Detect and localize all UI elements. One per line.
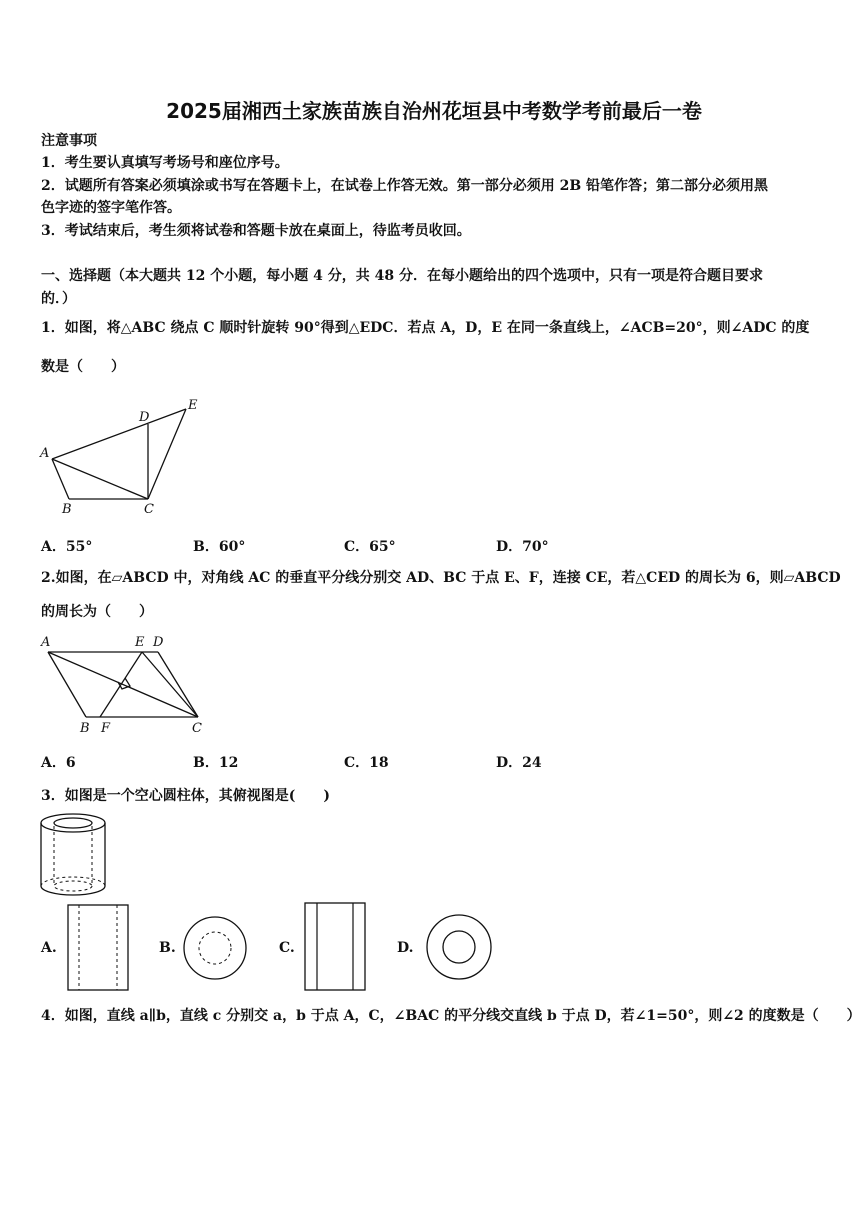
q2-option-d: D．24 — [496, 755, 542, 771]
question-1-figure — [38, 395, 208, 520]
notice-item-2-cont: 色字迹的签字笔作答。 — [41, 200, 181, 216]
q2-label-D: D — [153, 635, 164, 650]
q2-label-B: B — [80, 721, 90, 736]
q1-option-d: D．70° — [496, 539, 549, 555]
q2-label-C: C — [192, 721, 202, 736]
q1-label-B: B — [62, 502, 72, 517]
section-heading: 一、选择题（本大题共 12 个小题，每小题 4 分，共 48 分．在每小题给出的四个选项中，只有一项是符合题目要求 — [41, 268, 763, 284]
hollow-cylinder-figure — [38, 812, 110, 898]
q2-label-E: E — [135, 635, 145, 650]
page-title: 2025届湘西土家族苗族自治州花垣县中考数学考前最后一卷 — [166, 99, 702, 123]
q3-option-d-figure — [425, 913, 493, 981]
q3-option-b-label: B. — [159, 940, 176, 956]
q2-option-a: A．6 — [41, 755, 76, 771]
notice-item-3: 3．考试结束后，考生须将试卷和答题卡放在桌面上，待监考员收回。 — [41, 223, 471, 239]
q1-option-c: C．65° — [344, 539, 396, 555]
q3-option-d-label: D. — [397, 940, 414, 956]
q2-label-A: A — [41, 635, 51, 650]
question-2-text: 2.如图，在▱ABCD 中，对角线 AC 的垂直平分线分别交 AD、BC 于点 E、F，连接 CE，若△CED 的周长为 6，则▱ABCD — [41, 570, 841, 586]
question-1-text-cont: 数是（ ） — [41, 359, 125, 375]
q3-option-c-label: C. — [279, 940, 295, 956]
q1-label-E: E — [188, 398, 198, 413]
q2-option-b: B．12 — [193, 755, 239, 771]
q3-option-a-label: A. — [41, 940, 57, 956]
q3-option-c-figure — [304, 902, 366, 991]
question-2-text-cont: 的周长为（ ） — [41, 604, 153, 620]
notice-item-1: 1．考生要认真填写考场号和座位序号。 — [41, 155, 289, 171]
question-1-text: 1．如图，将△ABC 绕点 C 顺时针旋转 90°得到△EDC．若点 A，D，E 在同一条直线上，∠ACB=20°，则∠ADC 的度 — [41, 320, 810, 336]
q3-option-a-figure — [67, 904, 129, 991]
q2-label-F: F — [101, 721, 111, 736]
question-4-text: 4．如图，直线 a∥b，直线 c 分别交 a，b 于点 A，C，∠BAC 的平分线交直线 b 于点 D，若∠1=50°，则∠2 的度数是（ ） — [41, 1008, 861, 1024]
q3-option-b-figure — [182, 915, 248, 981]
q1-option-b: B．60° — [193, 539, 246, 555]
question-2-figure — [38, 632, 213, 737]
notice-item-2: 2．试题所有答案必须填涂或书写在答题卡上，在试卷上作答无效。第一部分必须用 2B 铅笔作答；第二部分必须用黑 — [41, 178, 769, 194]
q1-label-C: C — [144, 502, 154, 517]
q1-label-D: D — [139, 410, 150, 425]
q2-option-c: C．18 — [344, 755, 389, 771]
question-3-text: 3．如图是一个空心圆柱体，其俯视图是( ) — [41, 788, 330, 804]
section-heading-cont: 的．） — [41, 291, 76, 307]
q1-option-a: A．55° — [41, 539, 93, 555]
q1-label-A: A — [40, 446, 50, 461]
notice-heading: 注意事项 — [41, 133, 97, 149]
